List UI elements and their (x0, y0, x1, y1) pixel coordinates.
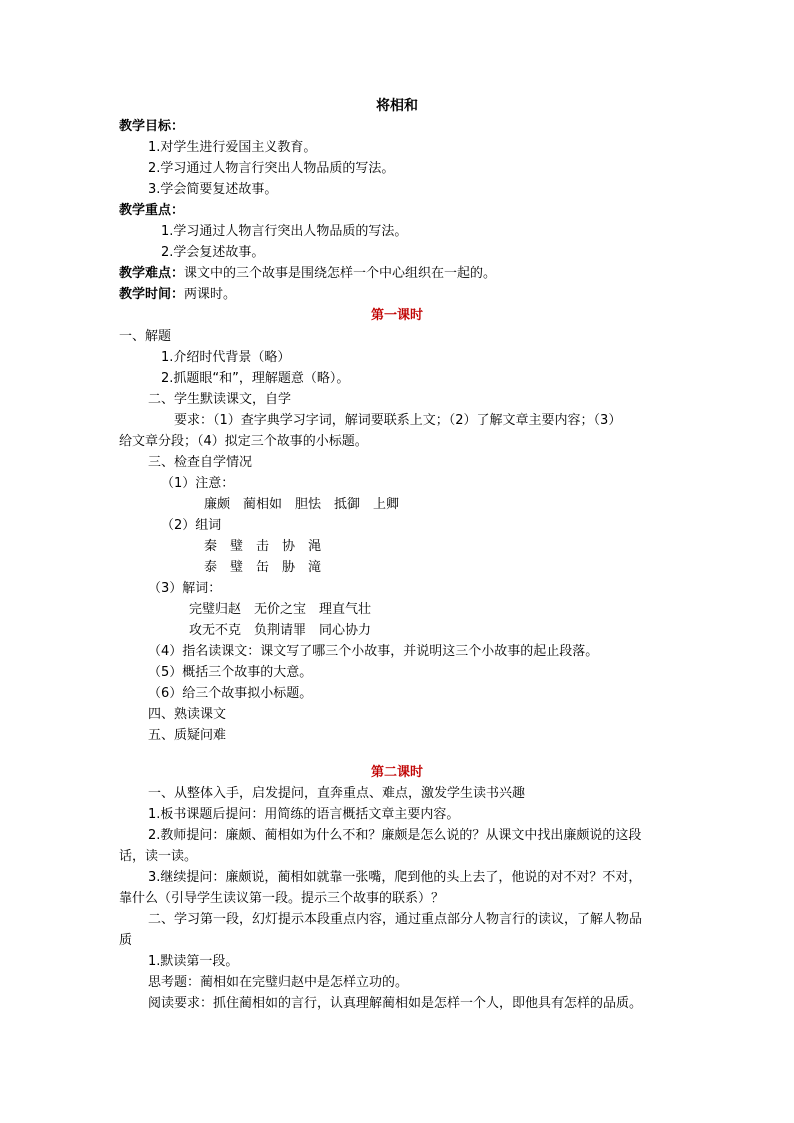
goal-item: 1.对学生进行爱国主义教育。 (148, 140, 317, 155)
lesson2-paragraph: 质 (119, 933, 133, 948)
lesson1-note-words: 廉颇 蔺相如 胆怯 抵御 上卿 (204, 497, 400, 512)
lesson1-section-1-item: 2.抓题眼“和”，理解题意（略）。 (161, 371, 350, 386)
lesson2-heading: 第二课时 (370, 765, 423, 780)
difficulty-text: 课文中的三个故事是围绕怎样一个中心组织在一起的。 (184, 266, 497, 281)
lesson1-word-group-label: （2）组词 (161, 518, 222, 533)
time-label: 教学时间： (119, 287, 185, 302)
lesson2-paragraph: 二、学习第一段，幻灯提示本段重点内容，通过重点部分人物言行的读议，了解人物品 (148, 912, 643, 927)
lesson1-word-group-row: 秦 璧 击 协 渑 (204, 539, 322, 554)
goals-label: 教学目标： (119, 119, 185, 134)
lesson1-section-2: 二、学生默读课文，自学 (148, 392, 292, 407)
lesson2-paragraph: 一、从整体入手，启发提问，直奔重点、难点，激发学生读书兴趣 (148, 786, 526, 801)
lesson1-heading: 第一课时 (370, 308, 423, 323)
lesson1-section-4: 四、熟读课文 (148, 707, 227, 722)
difficulty-label: 教学难点： (119, 266, 185, 281)
lesson1-define-label: （3）解词： (148, 581, 222, 596)
lesson2-paragraph: 阅读要求：抓住蔺相如的言行，认真理解蔺相如是怎样一个人，即他具有怎样的品质。 (148, 996, 643, 1011)
lesson1-section-1: 一、解题 (119, 329, 172, 344)
document-title: 将相和 (376, 98, 418, 114)
focus-item: 1.学习通过人物言行突出人物品质的写法。 (161, 224, 408, 239)
lesson1-define-row: 攻无不克 负荆请罪 同心协力 (189, 623, 372, 638)
lesson2-paragraph: 1.板书课题后提问：用简练的语言概括文章主要内容。 (148, 807, 460, 822)
lesson1-section-1-item: 1.介绍时代背景（略） (161, 350, 291, 365)
lesson2-paragraph: 靠什么（引导学生读议第一段。提示三个故事的联系）？ (119, 891, 445, 906)
lesson1-section-3: 三、检查自学情况 (148, 455, 253, 470)
lesson2-paragraph: 1.默读第一段。 (148, 954, 239, 969)
lesson2-paragraph: 话，读一读。 (119, 849, 198, 864)
lesson2-paragraph: 2.教师提问：廉颇、蔺相如为什么不和？廉颇是怎么说的？从课文中找出廉颇说的这段 (148, 828, 642, 843)
lesson1-define-row: 完璧归赵 无价之宝 理直气壮 (189, 602, 372, 617)
difficulty-line (119, 265, 496, 283)
lesson2-paragraph: 3.继续提问：廉颇说，蔺相如就靠一张嘴，爬到他的头上去了，他说的对不对？不对， (148, 870, 642, 885)
lesson1-section-5: 五、质疑问难 (148, 728, 227, 743)
lesson1-word-group-row: 泰 璧 缶 胁 滝 (204, 560, 322, 575)
focus-label: 教学重点： (119, 203, 185, 218)
lesson1-note-label: （1）注意： (161, 476, 235, 491)
lesson1-read-aloud: （4）指名读课文：课文写了哪三个小故事，并说明这三个小故事的起止段落。 (148, 644, 599, 659)
lesson1-subtitles: （6）给三个故事拟小标题。 (148, 686, 313, 701)
lesson1-requirements-line1: 要求：（1）查字典学习字词，解词要联系上文；（2）了解文章主要内容；（3） (174, 413, 622, 428)
time-line (119, 286, 236, 304)
time-text: 两课时。 (184, 287, 237, 302)
lesson1-summarize: （5）概括三个故事的大意。 (148, 665, 313, 680)
focus-item: 2.学会复述故事。 (161, 245, 265, 260)
lesson2-paragraph: 思考题：蔺相如在完璧归赵中是怎样立功的。 (148, 975, 409, 990)
goal-item: 2.学习通过人物言行突出人物品质的写法。 (148, 161, 395, 176)
goal-item: 3.学会简要复述故事。 (148, 182, 278, 197)
lesson1-requirements-line2: 给文章分段；（4）拟定三个故事的小标题。 (119, 434, 368, 449)
